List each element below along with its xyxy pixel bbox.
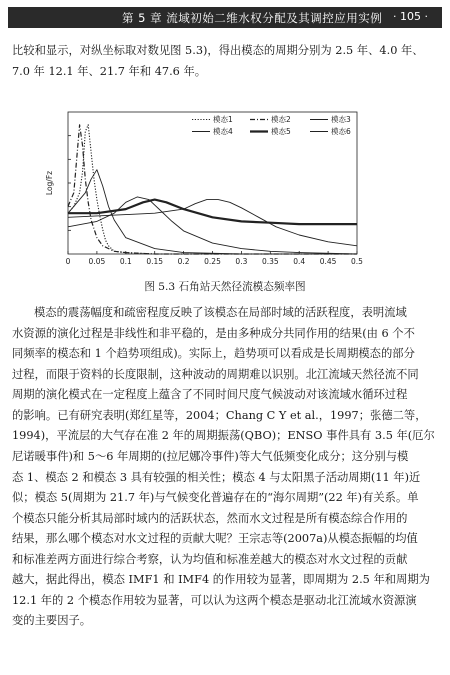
body-line: 和标准差两方面进行综合考察，认为均值和标准差越大的模态对水文过程的贡献 [12, 553, 408, 566]
x-tick-label: 0.1 [119, 257, 132, 266]
body-line: 结果，那么哪个模态对水文过程的贡献大呢？王宗志等(2007a)从模态振幅的均值 [12, 532, 418, 545]
body-line: 越大，据此得出，模态 IMF1 和 IMF4 的作用较为显著，即周期为 2.5 年和周期为 [12, 573, 430, 586]
chapter-title: 第 5 章 流域初始二维水权分配及其调控应用实例 [122, 11, 383, 25]
intro-line: 比较和显示，对纵坐标取对数见图 5.3)，得出模态的周期分别为 2.5 年、4.0 年、 [12, 44, 424, 57]
page-number: · 105 · [393, 10, 428, 23]
legend-label: 模态2 [271, 115, 291, 124]
figure-5-3 [24, 106, 384, 282]
legend-label: 模态5 [271, 127, 291, 136]
body-line: 1994)，平流层的大气存在准 2 年的周期振荡(QBO)；ENSO 事件具有 3.5 年(厄尔 [12, 429, 435, 442]
x-tick-label: 0.35 [261, 257, 279, 266]
running-header [8, 7, 442, 28]
intro-line: 7.0 年 12.1 年、21.7 年和 47.6 年。 [12, 65, 207, 78]
x-tick-label: 0.15 [146, 257, 164, 266]
x-tick-label: 0.5 [351, 257, 363, 266]
mode-frequency-chart [24, 106, 384, 278]
x-tick-label: 0 [65, 257, 71, 266]
body-line: 过程，而限于资料的长度限制，这种波动的周期难以识别。北江流域天然径流不同 [12, 368, 419, 381]
series-line-mode1 [68, 125, 357, 254]
legend-label: 模态3 [331, 115, 351, 124]
series-line-mode6 [68, 200, 357, 246]
body-line: 水资源的演化过程是非线性和非平稳的，是由多种成分共同作用的结果(由 6 个不 [12, 327, 415, 340]
body-line: 变的主要因子。 [12, 614, 92, 627]
body-line: 周期的演化模式在一定程度上蕴含了不同时间尺度气候波动对该流域水循环过程 [12, 388, 408, 401]
legend-label: 模态4 [213, 127, 233, 136]
legend-label: 模态1 [213, 115, 233, 124]
y-axis-label: Log/Fz [45, 170, 54, 196]
body-line: 个模态只能分析其局部时域内的活跃状态，然而水文过程是所有模态综合作用的 [12, 512, 408, 525]
x-tick-label: 0.3 [235, 257, 248, 266]
x-tick-label: 0.25 [204, 257, 221, 266]
x-tick-label: 0.05 [88, 257, 106, 266]
series-line-mode2 [68, 125, 357, 254]
series-line-mode5 [68, 200, 357, 225]
x-tick-label: 0.2 [177, 257, 190, 266]
body-line: 模态的震荡幅度和疏密程度反映了该模态在局部时域的活跃程度，表明流域 [34, 306, 407, 319]
body-line: 的影响。已有研究表明(郑红星等，2004；Chang C Y et al.，1997；张德二等， [12, 409, 427, 422]
body-line: 尼诺暖事件)和 5～6 年周期的(拉尼娜冷事件)等大气低频变化成分；这分别与模 [12, 450, 409, 463]
x-tick-label: 0.45 [319, 257, 337, 266]
x-tick-label: 0.4 [293, 257, 306, 266]
figure-caption: 图 5.3 石角站天然径流模态频率图 [144, 281, 306, 293]
body-line: 同频率的模态和 1 个趋势项组成)。实际上，趋势项可以看成是长周期模态的部分 [12, 347, 415, 360]
legend-label: 模态6 [331, 127, 351, 136]
body-line: 似；模态 5(周期为 21.7 年)与气候变化普遍存在的“海尔周期”(22 年)有关系。单 [12, 491, 419, 504]
body-line: 态 1、模态 2 和模态 3 具有较强的相关性；模态 4 与太阳黑子活动周期(11 年)近 [12, 471, 421, 484]
series-line-mode4 [68, 197, 357, 254]
body-line: 12.1 年的 2 个模态作用较为显著，可以认为这两个模态是驱动北江流域水资源演 [12, 594, 417, 607]
